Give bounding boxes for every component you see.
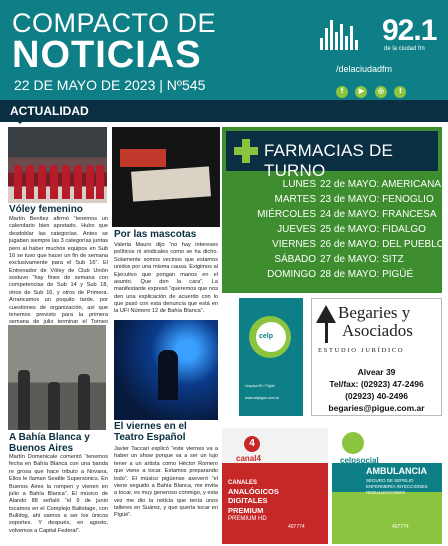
article-headline-bahia: A Bahía Blanca y Buenos Aires [9,432,90,454]
pharmacy-row [222,194,442,209]
pharmacy-entry: 23 de MAYO: FENOGLIO [320,194,434,205]
pharmacy-row [222,224,442,239]
celp-web: www.celpigue.com.ar [245,396,279,400]
pharmacy-list [222,179,445,284]
canal4-line4: PREMIUM [228,506,264,515]
pharmacy-row [222,239,445,254]
pharmacy-day: SÁBADO [274,254,316,265]
pharmacy-entry: 24 de MAYO: FRANCESA [320,209,437,220]
pharmacy-entry: 28 de MAYO: PIGÜÉ [320,269,414,280]
masthead-title-line1: COMPACTO DE [12,8,217,38]
article-body-bahia: Martín Domenicale comentó “tenemos fecha en Bahía Blanca con una banda re grosa que hace tributo a Nirvana, Ellos le llaman Seattle Supersonics. En Buenos Aires la rompen y vienen en julio a Bahía Blanca”. El músico de Alando 88 señaló “el 9 de junio tocamos en el Complejo Ballotage, con Bulldog, ahí vamos a ser los únicos soportes. Y después, en agosto, volvemos a Capital Federal”. [9,454,108,534]
social-handle[interactable]: /delaciudadfm [336,64,393,74]
firm-address: Alvear 39 [357,367,396,377]
pharmacy-cross-icon [234,139,258,163]
masthead-title-line2: NOTICIAS [12,34,202,76]
celpsocial-logo-icon [342,432,364,454]
logo-frequency: 92.1 [382,14,437,47]
pharmacy-entry: 25 de MAYO: FIDALGO [320,224,426,235]
pharmacy-day: VIERNES [272,239,316,250]
voley-photo [8,127,107,203]
firm-subtitle: ESTUDIO JURÍDICO [318,347,405,354]
pharmacy-entry: 26 de MAYO: DEL PUEBLO [320,239,445,250]
canal4-ad[interactable] [222,428,328,544]
twitter-icon[interactable]: t [394,86,406,98]
canal4-badge: 4 [244,436,260,452]
firm-name-line2: Asociados [342,321,413,340]
section-pointer-icon [14,118,26,124]
pharmacy-title: FARMACIAS DE TURNO [264,141,393,180]
pharmacy-row [222,269,442,284]
teatro-photo [114,320,218,420]
article-headline-teatro: El viernes en el Teatro Español [114,421,187,443]
pharmacy-row [222,209,442,224]
pharmacy-day: LUNES [282,179,316,190]
begaries-ad[interactable] [311,298,442,416]
canal4-line1: CANALES [228,480,258,486]
pharmacy-day: MIÉRCOLES [257,209,316,220]
canal4-phone: 407774 [288,524,305,530]
firm-email[interactable]: begaries@pigue.com.ar [328,403,425,413]
firm-phone2: (02923) 40-2496 [345,391,408,401]
mascotas-photo [112,127,220,227]
celpsocial-phone: 407774 [392,524,409,530]
article-body-voley: Martín Benítez afirmó “tenemos un calendario bien apretado. Hubo que desdoblar las categorías. Antes se jugaban siempre las 3 categorías juntas pero al haber muchos equipos en Sub 16 se tuvo que hacer un fin de semana exclusivamente para el Sub 16”. El Entrenador de Vóley de Club Unión sostuvo “hay fines de semana con competencias de Sub 14 y Sub 18, otros de Sub 16, y otros de Primera. Arrancamos un poquito tarde, por cuestiones de organización, así que tenemos previsto para la primera semana de julio terminar el Torneo [9,216,108,326]
canal4-line3: DIGITALES [228,496,268,505]
celpsocial-ad[interactable] [332,428,442,544]
article-headline-voley: Vóley femenino [9,204,83,215]
soundwave-icon [320,20,360,50]
bahia-photo [8,325,106,430]
social-icons [336,80,409,98]
section-label: ACTUALIDAD [10,104,89,118]
canal4-line5: PREMIUM HD [228,516,267,522]
law-firm-logo-icon [316,305,340,345]
pharmacy-day: DOMINGO [267,269,316,280]
celp-name: celp [259,333,274,340]
issue-date: 22 DE MAYO DE 2023 | Nº545 [14,77,206,93]
pharmacy-row [222,254,442,269]
article-body-teatro: Javier Taccari explicó “este viernes va a haber un show porque va a ser un lujo tener a un artista como Héctor Romero que viene a tocar. Estamos preparando todo”. El músico pigüense aseveró “el viene seguido a Bahía Blanca, me invita a tocar, es muy generoso conmigo, y esta vez me dio la noticia que tenía unos talleres en Suárez, y que quería tocar en Pigüé”. [114,446,218,519]
section-bar [0,100,448,122]
youtube-icon[interactable]: ▶ [355,86,367,98]
pharmacy-entry: 22 de MAYO: AMERICANA [320,179,441,190]
logo-subtitle: de la ciudad fm [384,46,425,52]
celpsocial-name: celpsocial [340,456,379,465]
celp-address: Urquiza 99 / Pigüé [245,384,275,388]
firm-name-line1: Begaries y [338,303,411,322]
canal4-line2: ANALÓGICOS [228,487,279,496]
pharmacy-day: JUEVES [277,224,316,235]
celpsocial-title: AMBULANCIA [366,466,427,476]
canal4-logo: canal4 [236,454,261,463]
article-headline-mascotas: Por las mascotas [114,229,197,240]
pharmacy-entry: 27 de MAYO: SITZ [320,254,404,265]
pharmacy-day: MARTES [274,194,316,205]
masthead [0,0,448,100]
facebook-icon[interactable]: f [336,86,348,98]
article-body-mascotas: Valeria Mauro dijo “no hay intereses políticos ni sindicales como se ha dicho. Solamente somos vecinos que estamos unidos por una misma causa. Exigimos al Ejecutivo que pongan manos en el asunto. Que den la cara”. La manifestante expresó “queremos que nos den una explicación de acuerdo con lo que pasó con esta denuncia que está en la UFI Número 12 de Bahía Blanca”. [114,242,218,315]
pharmacy-row [222,179,442,194]
firm-phone1: Tel/fax: (02923) 47-2496 [329,379,424,389]
celpsocial-services: SEGURO DE SEPELIO ENFERMERÍA INYECCIONES NEBULIZACIONES [366,478,428,496]
pharmacy-box [222,127,445,293]
instagram-icon[interactable]: ◎ [375,86,387,98]
radio-logo [320,16,436,56]
pharmacy-header [226,131,438,180]
celp-ad[interactable] [239,298,303,416]
